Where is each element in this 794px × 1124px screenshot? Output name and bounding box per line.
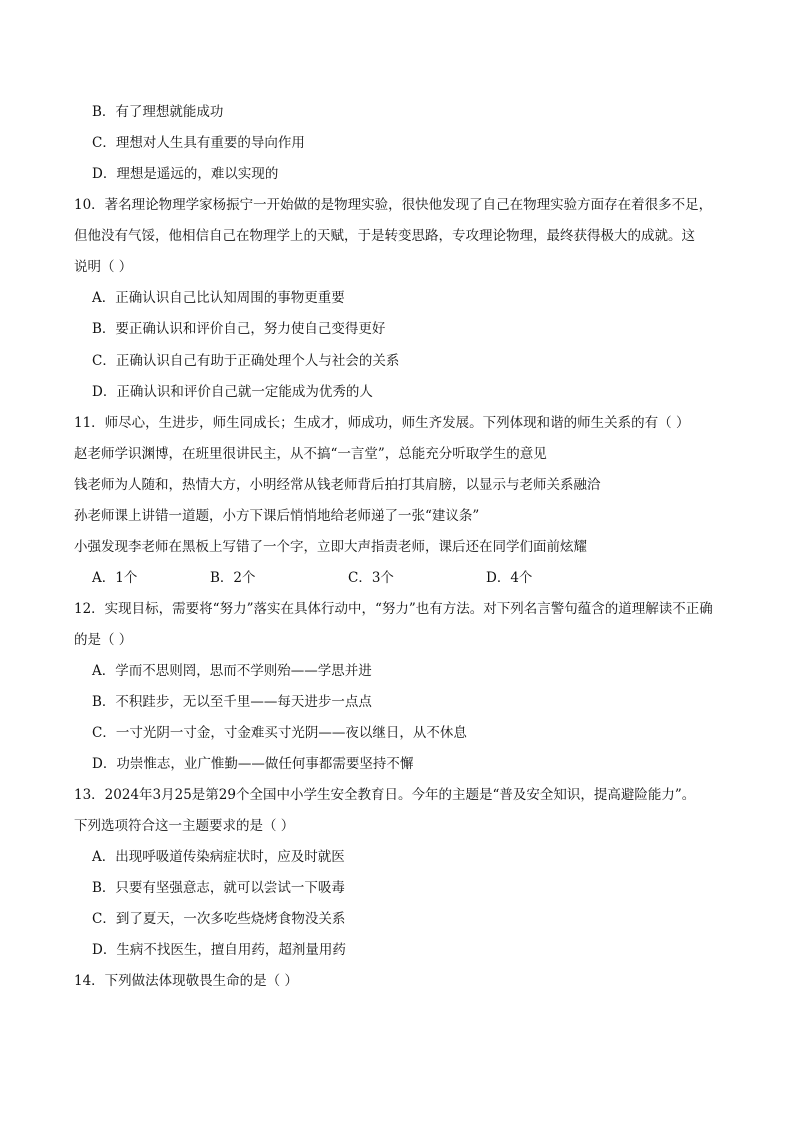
q10-stem-line-2: 但他没有气馁，他相信自己在物理学上的天赋，于是转变思路，专攻理论物理，最终获得极大的成就。这 (74, 228, 695, 244)
q13-option-a: A．出现呼吸道传染病症状时，应及时就医 (92, 849, 345, 865)
q11-option-d: D．4个 (486, 570, 533, 586)
q10-option-b: B．要正确认识和评价自己，努力使自己变得更好 (92, 321, 386, 337)
q12-option-c: C．一寸光阴一寸金，寸金难买寸光阴——夜以继日，从不休息 (92, 725, 467, 741)
q11-statement-4: 小强发现李老师在黑板上写错了一个字，立即大声指责老师，课后还在同学们面前炫耀 (74, 539, 587, 555)
q13-option-c: C．到了夏天，一次多吃些烧烤食物没关系 (92, 911, 346, 927)
q13-option-d: D．生病不找医生，擅自用药，超剂量用药 (92, 942, 346, 958)
q9-option-b: B．有了理想就能成功 (92, 104, 224, 120)
q11-option-c: C．3个 (348, 570, 394, 586)
q11-statement-3: 孙老师课上讲错一道题，小方下课后悄悄地给老师递了一张“建议条” (74, 508, 480, 524)
q14-stem-line-1: 14．下列做法体现敬畏生命的是（ ） (74, 973, 298, 989)
q12-stem-line-1: 12．实现目标，需要将“努力”落实在具体行动中，“努力”也有方法。对下列名言警句蕴含的道理解读不正确 (74, 601, 713, 617)
q9-option-c: C．理想对人生具有重要的导向作用 (92, 135, 305, 151)
q12-option-a: A．学而不思则罔，思而不学则殆——学思并进 (92, 663, 372, 679)
q10-stem-line-1: 10．著名理论物理学家杨振宁一开始做的是物理实验，很快他发现了自己在物理实验方面存在着很多不足， (74, 197, 713, 213)
q12-stem-line-2: 的是（ ） (74, 632, 133, 648)
q11-option-b: B．2个 (210, 570, 256, 586)
q10-stem-line-3: 说明（ ） (74, 259, 133, 275)
q11-statement-2: 钱老师为人随和，热情大方，小明经常从钱老师背后拍打其肩膀，以显示与老师关系融洽 (74, 477, 601, 493)
q10-option-d: D．正确认识和评价自己就一定能成为优秀的人 (92, 384, 373, 400)
q10-option-a: A．正确认识自己比认知周围的事物更重要 (92, 290, 345, 306)
q13-option-b: B．只要有坚强意志，就可以尝试一下吸毒 (92, 880, 345, 896)
q12-option-b: B．不积跬步，无以至千里——每天进步一点点 (92, 694, 372, 710)
q12-option-d: D．功崇惟志，业广惟勤——做任何事都需要坚持不懈 (92, 756, 414, 772)
q13-stem-line-2: 下列选项符合这一主题要求的是（ ） (74, 818, 295, 834)
q13-stem-line-1: 13．2024年3月25是第29个全国中小学生安全教育日。今年的主题是“普及安全知识，提高避险能力”。 (74, 787, 696, 803)
q11-stem-line-1: 11．师尽心，生进步，师生同成长；生成才，师成功，师生齐发展。下列体现和谐的师生关系的有（ ） (74, 415, 690, 431)
q11-option-a: A．1个 (92, 570, 138, 586)
q9-option-d: D．理想是遥远的，难以实现的 (92, 166, 279, 182)
q10-option-c: C．正确认识自己有助于正确处理个人与社会的关系 (92, 353, 400, 369)
q11-statement-1: 赵老师学识渊博，在班里很讲民主，从不搞“一言堂”，总能充分听取学生的意见 (74, 446, 547, 462)
